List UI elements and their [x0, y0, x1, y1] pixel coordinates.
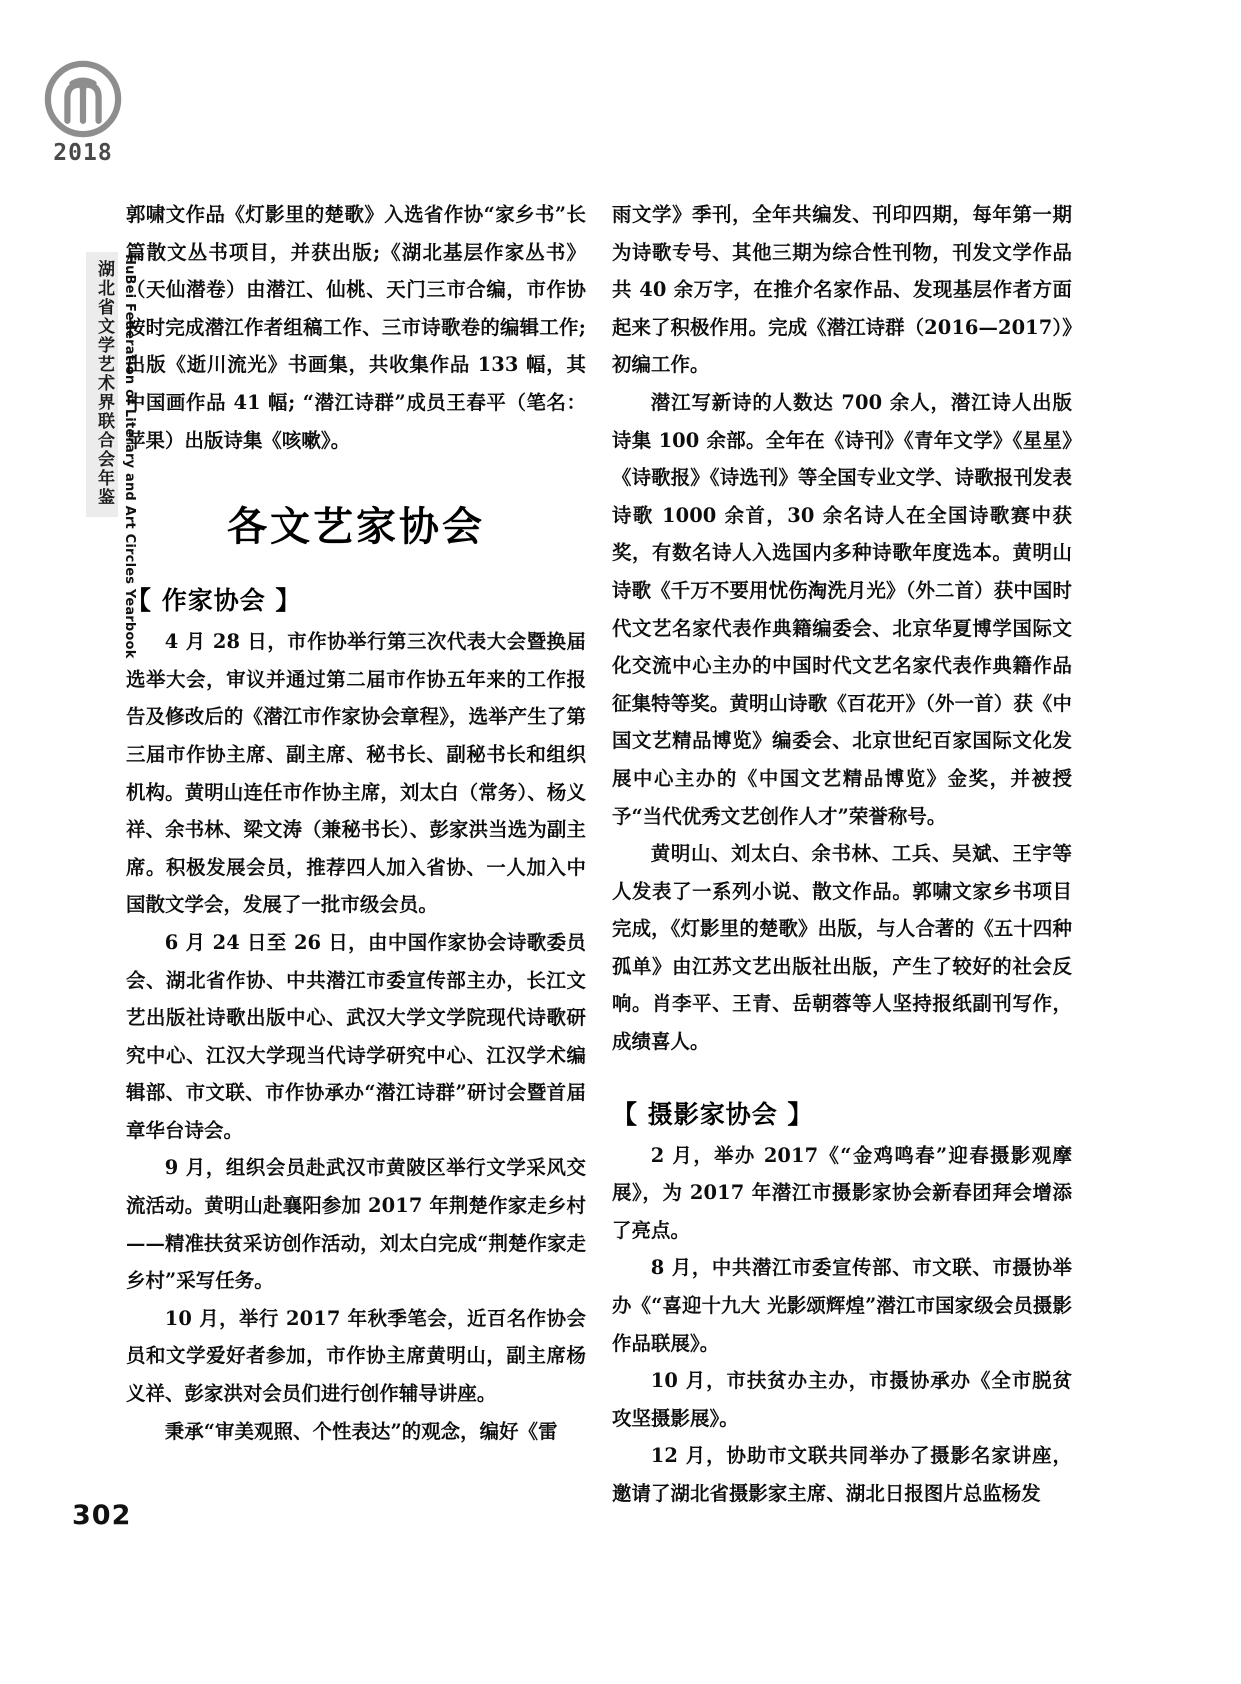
section-heading-writers-association: 【 作家协会 】: [126, 586, 302, 616]
page-number: 302: [72, 1500, 132, 1531]
paragraph: 9 月，组织会员赴武汉市黄陂区举行文学采风交流活动。黄明山赴襄阳参加 2017 年荆楚作家走乡村——精准扶贫采访创作活动，刘太白完成“荆楚作家走乡村”采写任务。: [126, 1156, 586, 1293]
continued-paragraph: 雨文学》季刊，全年共编发、刊印四期，每年第一期为诗歌专号、其他三期为综合性刊物，刊发文学作品共 40 余万字，在推介名家作品、发现基层作者方面起来了积极作用。完成《潜江诗群（2016—2017）》初编工作。: [612, 203, 1072, 377]
paragraph: 2 月，举办 2017《“金鸡鸣春”迎春摄影观摩展》，为 2017 年潜江市摄影家协会新春团拜会增添了亮点。: [612, 1143, 1072, 1242]
paragraph: 潜江写新诗的人数达 700 余人，潜江诗人出版诗集 100 余部。全年在《诗刊》《青年文学》《星星》《诗歌报》《诗选刊》等全国专业文学、诗歌报刊发表诗歌 1000 余首，30 余名诗人在全国诗歌赛中获奖，有数名诗人入选国内多种诗歌年度选本。黄明山诗歌《千万不要用忧伤淘洗月光》（外二首）获中国时代文艺名家代表作典籍编委会、北京华夏博学国际文化交流中心主办的中国时代文艺名家代表作典籍作品征集特等奖。黄明山诗歌《百花开》（外一首）获《中国文艺精品博览》编委会、北京世纪百家国际文化发展中心主办的《中国文艺精品博览》金奖，并被授予“当代优秀文艺创作人才”荣誉称号。: [612, 390, 1072, 828]
text-columns: [126, 196, 1086, 1505]
paragraph: 黄明山、刘太白、余书林、工兵、吴斌、王宇等人发表了一系列小说、散文作品。郭啸文家乡书项目完成，《灯影里的楚歌》出版，与人合著的《五十四种孤单》由江苏文艺出版社出版，产生了较好的社会反响。肖李平、王青、岳朝蓉等人坚持报纸副刊写作，成绩喜人。: [612, 842, 1072, 1054]
paragraph: 10 月，市扶贫办主办，市摄协承办《全市脱贫攻坚摄影展》。: [612, 1369, 1072, 1430]
paragraph: 8 月，中共潜江市委宣传部、市文联、市摄协举办《“喜迎十九大 光影颂辉煌”潜江市国家级会员摄影作品联展》。: [612, 1256, 1072, 1355]
spine-title-english: HuBei Federation of Literary and Art Circles Yearbook: [122, 254, 137, 659]
paragraph: 6 月 24 日至 26 日，由中国作家协会诗歌委员会、湖北省作协、中共潜江市委宣传部主办，长江文艺出版社诗歌出版中心、武汉大学文学院现代诗歌研究中心、江汉大学现当代诗学研究中心、江汉学术编辑部、市文联、市作协承办“潜江诗群”研讨会暨首届章华台诗会。: [126, 930, 586, 1142]
column-left: [126, 196, 586, 1450]
federation-emblem-icon: [44, 60, 122, 138]
publisher-logo: [40, 60, 126, 166]
section-heading-photographers-association: 【 摄影家协会 】: [612, 1099, 814, 1129]
year-badge: 2018: [53, 140, 113, 166]
continued-paragraph: 郭啸文作品《灯影里的楚歌》入选省作协“家乡书”长篇散文丛书项目，并获出版;《湖北基层作家丛书》（天仙潜卷）由潜江、仙桃、天门三市合编，市作协按时完成潜江作者组稿工作、三市诗歌卷的编辑工作; 出版《逝川流光》书画集，共收集作品 133 幅，其中国画作品 41 幅; “潜江诗群”成员王春平（笔名：苹果）出版诗集《咳嗽》。: [126, 203, 586, 452]
paragraph: 4 月 28 日，市作协举行第三次代表大会暨换届选举大会，审议并通过第二届市作协五年来的工作报告及修改后的《潜江市作家协会章程》，选举产生了第三届市作协主席、副主席、秘书长、副秘书长和组织机构。黄明山连任市作协主席，刘太白（常务）、杨义祥、余书林、梁文涛（兼秘书长）、彭家洪当选为副主席。积极发展会员，推荐四人加入省协、一人加入中国散文学会，发展了一批市级会员。: [126, 630, 586, 917]
paragraph: 10 月，举行 2017 年秋季笔会，近百名作协会员和文学爱好者参加，市作协主席黄明山，副主席杨义祥、彭家洪对会员们进行创作辅导讲座。: [126, 1306, 586, 1406]
spine-title-chinese: 湖北省文学艺术界联合会年鉴: [86, 252, 118, 517]
paragraph: 秉承“审美观照、个性表达”的观念，编好《雷: [164, 1419, 558, 1443]
column-right: [612, 196, 1072, 1513]
page-title: 各文艺家协会: [227, 504, 485, 551]
paragraph: 12 月，协助市文联共同举办了摄影名家讲座，邀请了湖北省摄影家主席、湖北日报图片总监杨发: [612, 1444, 1072, 1505]
page-margin-furniture: [40, 60, 137, 659]
